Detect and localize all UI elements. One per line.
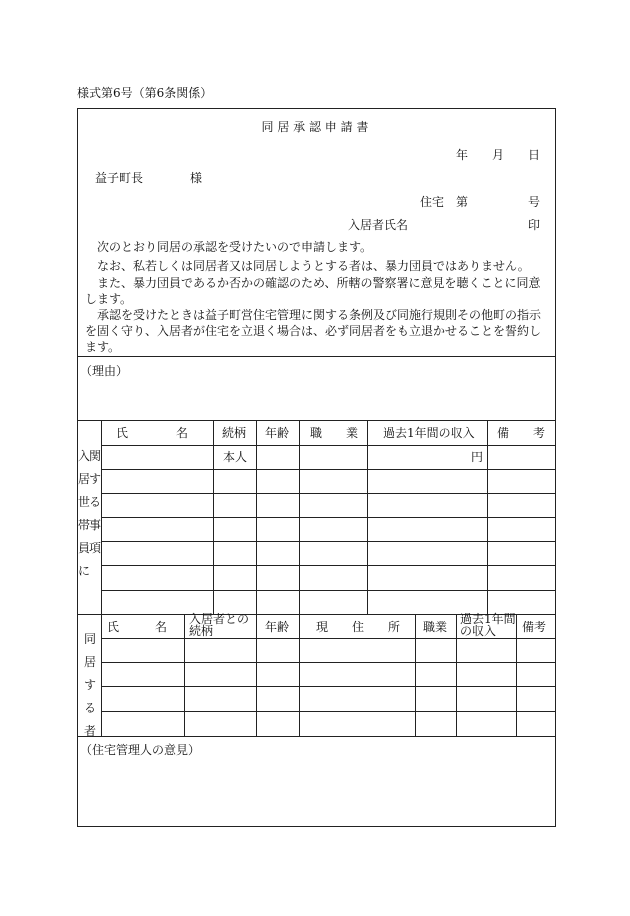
cohabitant-side-label: 同 居 す る 者 (83, 632, 96, 738)
body-paragraph-3: また、暴力団員であるか否かの確認のため、所轄の警察署に意見を聴くことに同意します。 (85, 276, 541, 306)
housing-label: 住宅 (420, 195, 445, 209)
cohabitant-header-income: 過去1年間の収入 (460, 612, 516, 638)
household-header-remarks: 備 考 (497, 426, 546, 440)
household-header-occupation: 職 業 (310, 426, 359, 440)
cohabitant-header-age: 年齢 (265, 620, 290, 634)
date-month-label: 月 (492, 148, 505, 162)
household-header-age: 年齢 (265, 426, 290, 440)
date-day-label: 日 (528, 148, 541, 162)
household-row-1-relation: 本人 (223, 450, 248, 464)
household-header-relation: 続柄 (222, 426, 247, 440)
body-paragraph-2: なお、私若しくは同居者又は同居しようとする者は、暴力団員ではありません。 (97, 259, 530, 273)
divider-after-reason (77, 420, 556, 421)
applicant-name-label: 入居者氏名 (348, 218, 409, 232)
divider-after-cohabitant (77, 736, 556, 737)
date-year-label: 年 (456, 148, 469, 162)
cohabitant-header-address: 現 住 所 (316, 620, 401, 634)
addressee-honorific: 様 (190, 171, 203, 185)
cohabitant-header-remarks: 備考 (522, 620, 547, 634)
cohabitant-header-relation: 入居者との続柄 (189, 612, 250, 638)
cohabitant-header-name: 氏 名 (107, 620, 168, 634)
cohabitant-header-occupation: 職業 (423, 620, 448, 634)
manager-opinion-label: （住宅管理人の意見） (80, 743, 201, 757)
divider-after-body (77, 356, 556, 357)
housing-number-suffix: 号 (528, 195, 541, 209)
cohabitant-side-border (101, 614, 102, 736)
form-number: 様式第6号（第6条関係） (77, 86, 213, 100)
household-row-1-income-unit: 円 (471, 450, 484, 464)
application-form (77, 108, 556, 827)
household-side-label-col-1: 入 居 世 帯 員 に (78, 449, 91, 578)
seal-mark: 印 (528, 218, 541, 232)
addressee-name: 益子町長 (95, 171, 144, 185)
household-header-income: 過去1年間の収入 (383, 426, 475, 440)
household-side-label-col-2: 関 す る 事 項 (89, 449, 102, 555)
body-paragraph-1: 次のとおり同居の承認を受けたいので申請します。 (97, 240, 373, 254)
household-header-name: 氏 名 (116, 426, 189, 440)
body-paragraph-4: 承認を受けたときは益子町営住宅管理に関する条例及び同施行規則その他町の指示を固く守り、入居者が住宅を立退く場合は、必ず同居者をも立退かせることを誓約します。 (85, 308, 542, 354)
form-title: 同 居 承 認 申 請 書 (261, 120, 369, 134)
reason-label: （理由） (80, 364, 129, 378)
housing-number-prefix: 第 (456, 195, 469, 209)
